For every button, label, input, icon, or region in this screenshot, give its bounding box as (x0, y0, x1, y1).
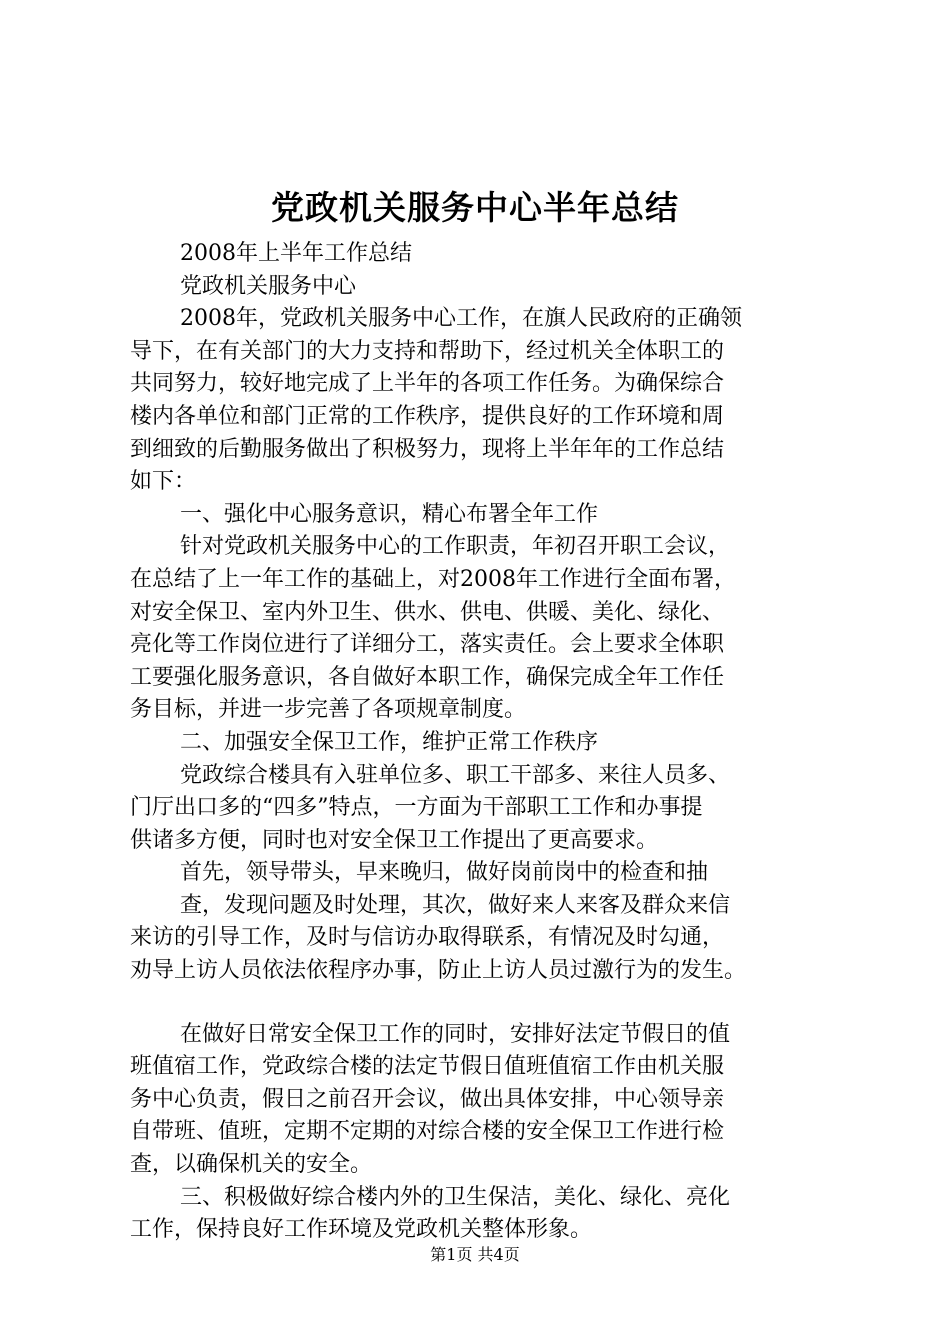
paragraph-line: 导下，在有关部门的大力支持和帮助下，经过机关全体职工的 (130, 338, 725, 364)
page-number: 第1页 共4页 (430, 1245, 520, 1264)
subtitle: 2008年上半年工作总结 (180, 241, 412, 266)
document-body (130, 238, 855, 1247)
section-heading-3-continued: 工作，保持良好工作环境及党政机关整体形象。 (130, 1217, 593, 1243)
paragraph-line: 2008年，党政机关服务中心工作，在旗人民政府的正确领 (180, 306, 742, 332)
paragraph-line: 劝导上访人员依法依程序办事，防止上访人员过激行为的发生。 (130, 958, 747, 984)
paragraph-line: 工要强化服务意识，各自做好本职工作，确保完成全年工作任 (130, 664, 725, 690)
section-heading-2: 二、加强安全保卫工作，维护正常工作秩序 (180, 729, 599, 755)
paragraph-line: 如下： (130, 469, 197, 495)
paragraph-line: 查，发现问题及时处理，其次，做好来人来客及群众来信 (180, 892, 731, 918)
paragraph-line: 在总结了上一年工作的基础上，对2008年工作进行全面布署， (130, 566, 736, 592)
organization-name: 党政机关服务中心 (180, 273, 357, 299)
paragraph-line: 在做好日常安全保卫工作的同时，安排好法定节假日的值 (180, 1021, 731, 1047)
paragraph-line: 班值宿工作，党政综合楼的法定节假日值班值宿工作由机关服 (130, 1054, 725, 1080)
paragraph-line: 到细致的后勤服务做出了积极努力，现将上半年年的工作总结 (130, 436, 725, 462)
paragraph-line: 自带班、值班，定期不定期的对综合楼的安全保卫工作进行检 (130, 1119, 725, 1145)
paragraph-line: 针对党政机关服务中心的工作职责，年初召开职工会议， (180, 534, 731, 560)
paragraph-line: 首先，领导带头，早来晚归，做好岗前岗中的检查和抽 (180, 860, 709, 886)
paragraph-line: 楼内各单位和部门正常的工作秩序，提供良好的工作环境和周 (130, 403, 725, 429)
paragraph-line: 来访的引导工作，及时与信访办取得联系，有情况及时勾通， (130, 925, 725, 951)
paragraph-line: 务目标，并进一步完善了各项规章制度。 (130, 697, 527, 723)
paragraph-line: 供诸多方便，同时也对安全保卫工作提出了更高要求。 (130, 827, 659, 853)
section-heading-3: 三、积极做好综合楼内外的卫生保洁，美化、绿化、亮化 (180, 1184, 731, 1210)
section-heading-1: 一、强化中心服务意识，精心布署全年工作 (180, 501, 599, 527)
paragraph-line: 门厅出口多的“四多”特点，一方面为干部职工工作和办事提 (130, 795, 703, 821)
paragraph-line: 亮化等工作岗位进行了详细分工，落实责任。会上要求全体职 (130, 632, 725, 658)
paragraph-line: 务中心负责，假日之前召开会议，做出具体安排，中心领导亲 (130, 1086, 725, 1112)
document-title: 党政机关服务中心半年总结 (271, 188, 679, 227)
paragraph-line: 共同努力，较好地完成了上半年的各项工作任务。为确保综合 (130, 371, 725, 397)
paragraph-line: 党政综合楼具有入驻单位多、职工干部多、来往人员多、 (180, 762, 731, 788)
paragraph-line: 查，以确保机关的安全。 (130, 1152, 373, 1178)
paragraph-line: 对安全保卫、室内外卫生、供水、供电、供暖、美化、绿化、 (130, 599, 725, 625)
paragraph-gap (130, 988, 855, 1019)
